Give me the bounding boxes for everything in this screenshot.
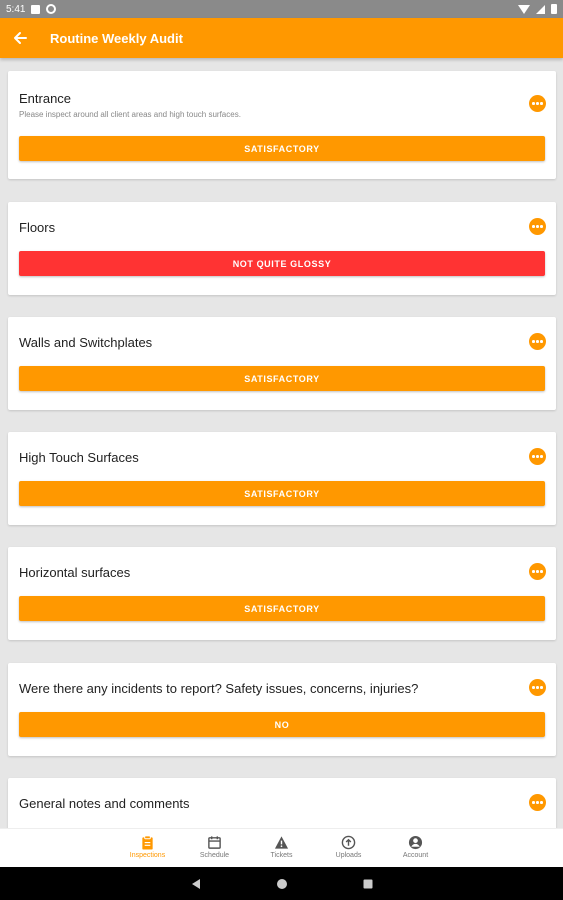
more-options-icon[interactable]	[529, 333, 546, 350]
audit-item-title: Floors	[19, 220, 56, 235]
audit-card-high-touch	[8, 432, 556, 525]
status-button[interactable]: NOT QUITE GLOSSY	[19, 251, 545, 276]
nav-item-tickets[interactable]	[248, 829, 315, 867]
nav-item-inspections[interactable]	[114, 829, 181, 867]
back-button[interactable]	[0, 18, 40, 58]
audit-card-walls	[8, 317, 556, 410]
more-options-icon[interactable]	[529, 794, 546, 811]
arrow-back-icon	[13, 31, 27, 45]
more-options-icon[interactable]	[529, 563, 546, 580]
status-button[interactable]: SATISFACTORY	[19, 366, 545, 391]
nav-item-account[interactable]	[382, 829, 449, 867]
audit-item-title: Entrance	[19, 91, 72, 106]
nav-label: Uploads	[335, 852, 362, 859]
audit-item-title: High Touch Surfaces	[19, 450, 139, 465]
wifi-icon	[518, 5, 530, 14]
status-button[interactable]: SATISFACTORY	[19, 136, 545, 161]
account-icon	[408, 835, 423, 850]
more-options-icon[interactable]	[529, 448, 546, 465]
system-recents-icon[interactable]	[362, 878, 374, 890]
nav-item-schedule[interactable]	[181, 829, 248, 867]
audit-card-incidents	[8, 663, 556, 756]
nav-label: Inspections	[129, 852, 166, 859]
more-options-icon[interactable]	[529, 679, 546, 696]
system-back-icon[interactable]	[190, 878, 202, 890]
nav-item-uploads[interactable]	[315, 829, 382, 867]
audit-item-title: Horizontal surfaces	[19, 565, 131, 580]
audit-item-title: Were there any incidents to report? Safety issues, concerns, injuries?	[19, 681, 419, 696]
signal-icon	[536, 5, 545, 14]
audit-item-title: General notes and comments	[19, 796, 190, 811]
audit-item-subtitle: Please inspect around all client areas and high touch surfaces.	[19, 110, 241, 119]
data-saver-icon	[46, 4, 56, 14]
audit-card-notes	[8, 778, 556, 828]
battery-icon	[551, 4, 557, 14]
status-bar	[0, 0, 563, 18]
audit-card-horizontal	[8, 547, 556, 640]
system-nav-bar	[0, 867, 563, 900]
nav-label: Account	[402, 852, 429, 859]
system-home-icon[interactable]	[276, 878, 288, 890]
nav-label: Tickets	[270, 852, 293, 859]
status-time: 5:41	[6, 3, 26, 15]
status-button[interactable]: SATISFACTORY	[19, 596, 545, 621]
calendar-icon	[207, 835, 222, 850]
app-bar	[0, 18, 563, 58]
audit-card-entrance	[8, 71, 556, 179]
audit-list[interactable]	[0, 58, 563, 828]
more-options-icon[interactable]	[529, 218, 546, 235]
more-options-icon[interactable]	[529, 95, 546, 112]
audit-item-title: Walls and Switchplates	[19, 335, 153, 350]
bottom-nav	[0, 828, 563, 867]
page-title: Routine Weekly Audit	[50, 30, 183, 46]
warning-icon	[274, 835, 289, 850]
audit-card-floors	[8, 202, 556, 295]
nav-label: Schedule	[199, 852, 230, 859]
status-button[interactable]: SATISFACTORY	[19, 481, 545, 506]
upload-icon	[341, 835, 356, 850]
status-button[interactable]: NO	[19, 712, 545, 737]
sim-card-icon	[31, 5, 40, 14]
clipboard-icon	[140, 835, 155, 850]
